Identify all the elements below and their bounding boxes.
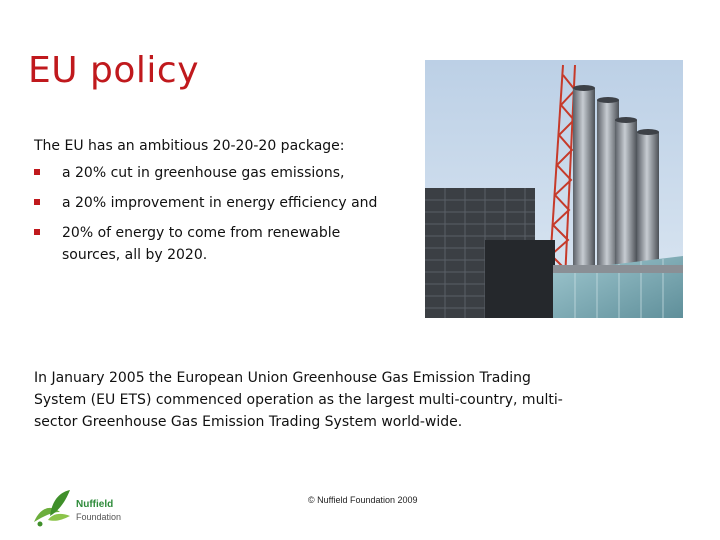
copyright-footer: © Nuffield Foundation 2009 bbox=[308, 495, 418, 505]
bullet-text: a 20% cut in greenhouse gas emissions, bbox=[62, 165, 345, 181]
bullet-list bbox=[34, 162, 404, 274]
nuffield-logo bbox=[30, 486, 130, 528]
power-plant-illustration bbox=[425, 60, 683, 318]
intro-text: The EU has an ambitious 20-20-20 package: bbox=[34, 138, 345, 154]
bullet-text: 20% of energy to come from renewable sources, all by 2020. bbox=[62, 225, 341, 263]
ets-paragraph: In January 2005 the European Union Greenhouse Gas Emission Trading System (EU ETS) commenced operation as the largest multi-country, multi-sector Greenhouse Gas Emission Trading System world-wide. bbox=[34, 370, 563, 430]
nuffield-leaf-logo-icon bbox=[30, 486, 76, 528]
square-bullet-icon bbox=[34, 229, 40, 235]
logo-line-2: Foundation bbox=[76, 512, 122, 522]
power-plant-photo bbox=[425, 60, 683, 318]
square-bullet-icon bbox=[34, 199, 40, 205]
bullet-text: a 20% improvement in energy efficiency and bbox=[62, 195, 378, 211]
slide-title: EU policy bbox=[28, 50, 200, 91]
bullet-item bbox=[34, 192, 404, 214]
square-bullet-icon bbox=[34, 169, 40, 175]
bullet-item bbox=[34, 162, 404, 184]
logo-line-1: Nuffield bbox=[76, 499, 114, 510]
bullet-item bbox=[34, 222, 362, 266]
